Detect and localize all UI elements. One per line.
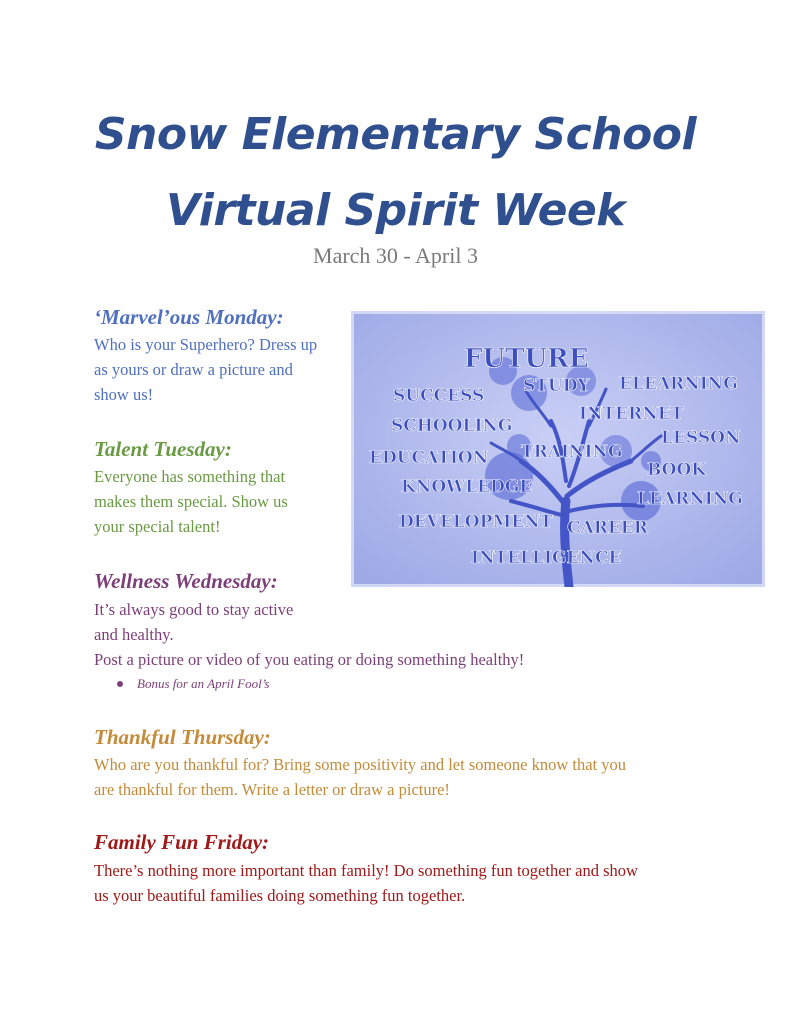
bullet-dot-icon (117, 681, 123, 687)
tuesday-text (94, 464, 288, 539)
word-elearning: ELEARNING (619, 374, 738, 394)
word-intelligence: INTELLIGENCE (471, 548, 622, 568)
wednesday-line-2: and healthy. (94, 625, 174, 644)
tuesday-line-3: your special talent! (94, 517, 221, 536)
wednesday-line-1: It’s always good to stay active (94, 600, 294, 619)
monday-heading: ‘Marvel’ous Monday: (94, 305, 284, 329)
word-education: EDUCATION (369, 448, 489, 468)
title-line-2: Virtual Spirit Week (165, 185, 626, 236)
word-training: TRAINING (521, 442, 623, 462)
word-career: CAREER (567, 518, 648, 538)
monday-line-3: show us! (94, 385, 154, 404)
word-knowledge: KNOWLEDGE (401, 477, 533, 497)
friday-line-2: us your beautiful families doing something fun together. (94, 886, 466, 905)
word-future: FUTURE (464, 344, 589, 374)
monday-line-1: Who is your Superhero? Dress up (94, 335, 318, 354)
word-study: STUDY (523, 376, 590, 396)
thursday-text (94, 752, 626, 802)
word-internet: INTERNET (579, 404, 684, 424)
friday-text (94, 858, 638, 908)
wednesday-bullet-text: Bonus for an April Fool’s (137, 676, 270, 691)
tuesday-heading: Talent Tuesday: (94, 437, 232, 461)
word-schooling: SCHOOLING (391, 416, 513, 436)
thursday-heading: Thankful Thursday: (94, 725, 271, 749)
monday-text (94, 332, 317, 407)
wednesday-text (94, 597, 524, 672)
date-range: March 30 - April 3 (313, 243, 478, 268)
word-lesson: LESSON (661, 428, 741, 448)
word-book: BOOK (647, 460, 707, 480)
friday-line-1: There’s nothing more important than family! Do something fun together and show (94, 861, 638, 880)
word-development: DEVELOPMENT (399, 512, 553, 532)
word-success: SUCCESS (393, 386, 485, 406)
title-line-1: Snow Elementary School (94, 109, 697, 160)
tuesday-line-1: Everyone has something that (94, 467, 286, 486)
thursday-line-2: are thankful for them. Write a letter or draw a picture! (94, 780, 450, 799)
wednesday-bullet (117, 675, 269, 693)
wednesday-line-3: Post a picture or video of you eating or doing something healthy! (94, 650, 525, 669)
thursday-line-1: Who are you thankful for? Bring some positivity and let someone know that you (94, 755, 627, 774)
tuesday-line-2: makes them special. Show us (94, 492, 288, 511)
monday-line-2: as yours or draw a picture and (94, 360, 293, 379)
word-learning: LEARNING (637, 489, 743, 509)
friday-heading: Family Fun Friday: (94, 830, 270, 854)
wednesday-heading: Wellness Wednesday: (94, 569, 278, 593)
education-word-tree-illustration (351, 311, 765, 587)
